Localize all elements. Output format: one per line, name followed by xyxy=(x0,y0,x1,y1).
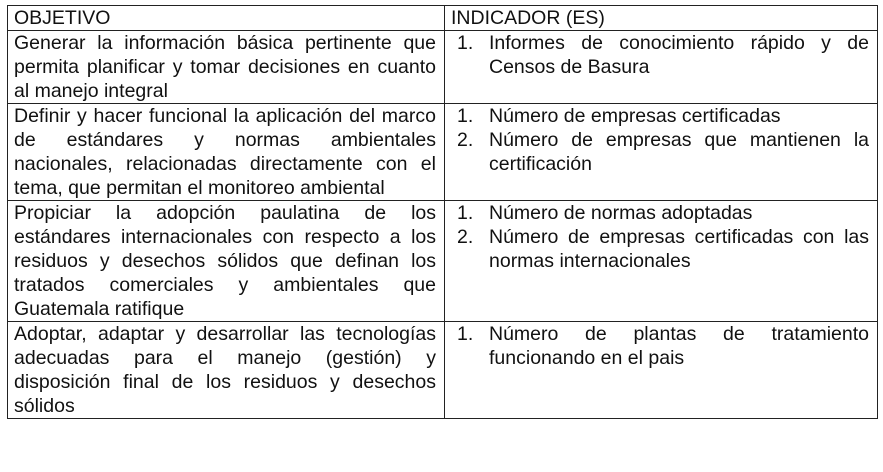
indicator-text: Número de empresas certificadas xyxy=(489,105,781,127)
list-item xyxy=(451,31,869,79)
table-row xyxy=(8,104,878,201)
indicator-cell xyxy=(445,201,878,322)
indicator-list xyxy=(451,31,869,79)
header-row xyxy=(8,6,878,31)
list-item xyxy=(451,128,869,176)
list-number: 1. xyxy=(457,202,474,224)
objective-cell: Definir y hacer funcional la aplicación del marco de estándares y normas ambientales nacionales, relacionadas directamente con el tema, que permitan el monitoreo ambiental xyxy=(8,104,445,201)
indicator-text: Número de empresas que mantienen la certificación xyxy=(489,129,869,175)
indicator-text: Informes de conocimiento rápido y de Censos de Basura xyxy=(489,32,869,78)
indicator-cell xyxy=(445,104,878,201)
list-number: 2. xyxy=(457,129,474,151)
indicator-column-header: INDICADOR (ES) xyxy=(445,6,878,31)
indicator-list xyxy=(451,322,869,370)
list-number: 1. xyxy=(457,32,474,54)
list-number: 1. xyxy=(457,105,474,127)
objective-cell: Generar la información básica pertinente que permita planificar y tomar decisiones en cuanto al manejo integral xyxy=(8,31,445,104)
objective-cell: Adoptar, adaptar y desarrollar las tecnologías adecuadas para el manejo (gestión) y disposición final de los residuos y desechos sólidos xyxy=(8,322,445,419)
list-number: 2. xyxy=(457,226,474,248)
list-item xyxy=(451,104,869,128)
table-row xyxy=(8,201,878,322)
table-row xyxy=(8,31,878,104)
indicator-cell xyxy=(445,31,878,104)
indicator-cell xyxy=(445,322,878,419)
list-item xyxy=(451,225,869,273)
objective-column-header: OBJETIVO xyxy=(8,6,445,31)
list-item xyxy=(451,201,869,225)
indicator-text: Número de normas adoptadas xyxy=(489,202,753,224)
list-number: 1. xyxy=(457,323,474,345)
table-row xyxy=(8,322,878,419)
indicator-list xyxy=(451,201,869,273)
indicator-text: Número de empresas certificadas con las normas internacionales xyxy=(489,226,869,272)
indicator-text: Número de plantas de tratamiento funcionando en el pais xyxy=(489,323,869,369)
objective-cell: Propiciar la adopción paulatina de los estándares internacionales con respecto a los residuos y desechos sólidos que definan los tratados comerciales y ambientales que Guatemala ratifique xyxy=(8,201,445,322)
indicator-list xyxy=(451,104,869,176)
list-item xyxy=(451,322,869,370)
objectives-indicators-table xyxy=(7,5,878,419)
